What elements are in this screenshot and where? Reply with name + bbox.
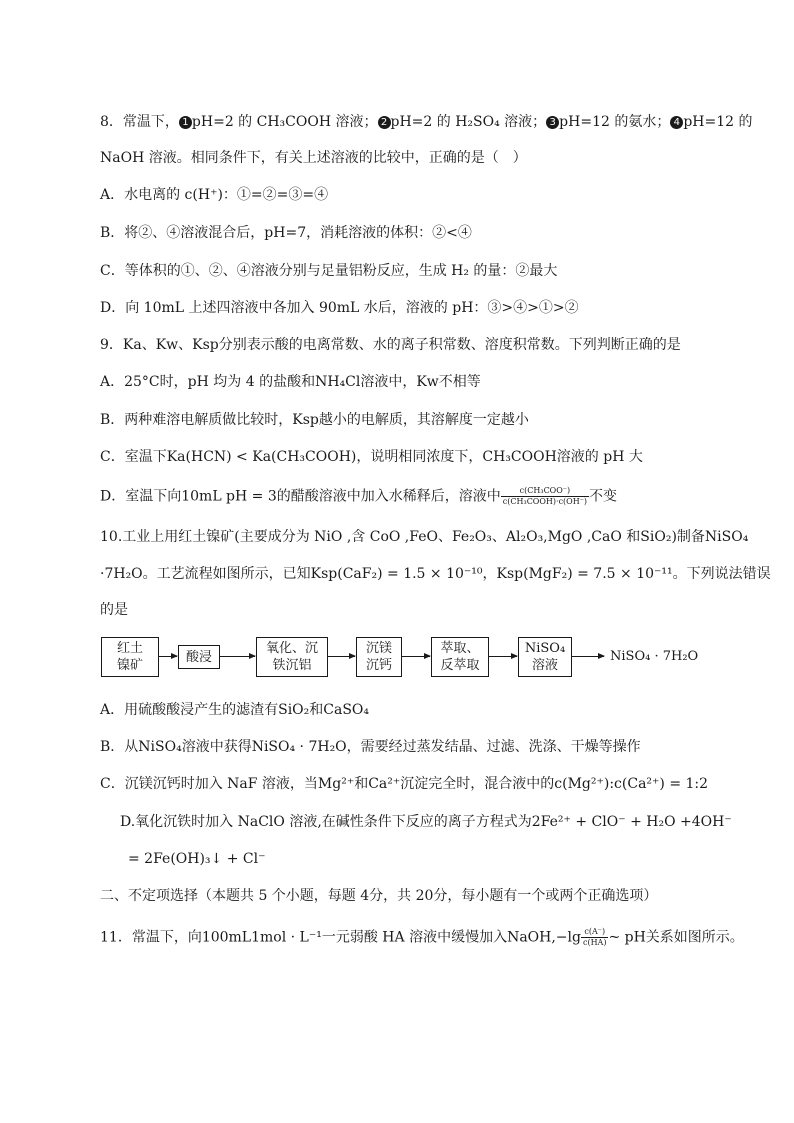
circled-number: 2 bbox=[378, 116, 391, 129]
flow-product: NiSO₄ · 7H₂O bbox=[610, 649, 699, 664]
flow-arrow bbox=[402, 656, 430, 657]
q10-option-b: B．从NiSO₄溶液中获得NiSO₄ · 7H₂O，需要经过蒸发结晶、过滤、洗涤、干燥等操作 bbox=[100, 739, 641, 755]
fraction: $\frac{c(A^-)}{c(HA)}$ bbox=[582, 927, 607, 947]
q8-option-a: A．水电离的 c(H⁺)：①=②=③=④ bbox=[100, 187, 329, 203]
q10-option-a: A．用硫酸酸浸产生的滤渣有SiO₂和CaSO₄ bbox=[100, 702, 370, 718]
flow-arrow bbox=[328, 656, 355, 657]
q10-stem-line3: 的是 bbox=[100, 602, 128, 618]
q11-stem: 11．常温下，向100mL1mol · L⁻¹一元弱酸 HA 溶液中缓慢加入NaOH,−lg $\frac{c(A^-)}{c(HA)}$ ~ pH关系如图所示。 bbox=[100, 927, 744, 947]
flow-arrow bbox=[489, 656, 517, 657]
flow-box-acid-leach: 酸浸 bbox=[178, 645, 220, 669]
flow-box-oxidize: 氧化、沉 铁沉铝 bbox=[256, 637, 328, 677]
section-heading: 二、不定项选择（本题共 5 个小题，每题 4分，共 20分，每小题有一个或两个正确选项） bbox=[100, 888, 658, 904]
q10-option-d-line1: D.氧化沉铁时加入 NaClO 溶液,在碱性条件下反应的离子方程式为2Fe²⁺ + ClO⁻ + H₂O +4OH⁻ bbox=[120, 814, 732, 830]
q9-option-b: B．两种难溶电解质做比较时，Ksp越小的电解质，其溶解度一定越小 bbox=[100, 412, 529, 428]
fraction: $\frac{\text{c(CH₃COO⁻)}}{\text{c(CH₃COOH)·c(OH⁻)}}$ bbox=[502, 486, 588, 506]
flow-arrow bbox=[220, 656, 255, 657]
q9-option-a: A．25°C时，pH 均为 4 的盐酸和NH₄Cl溶液中，Kw不相等 bbox=[100, 374, 481, 390]
q9-option-c: C．室温下Ka(HCN) < Ka(CH₃COOH)，说明相同浓度下，CH₃COOH溶液的 pH 大 bbox=[100, 449, 643, 465]
flow-arrow bbox=[159, 656, 177, 657]
q9-stem: 9．Ka、Kw、Ksp分别表示酸的电离常数、水的离子积常数、溶度积常数。下列判断正确的是 bbox=[100, 337, 681, 353]
q10-option-c: C．沉镁沉钙时加入 NaF 溶液，当Mg²⁺和Ca²⁺沉淀完全时，混合液中的c(Mg²⁺):c(Ca²⁺) = 1:2 bbox=[100, 776, 709, 792]
q8-option-c: C．等体积的①、②、④溶液分别与足量铝粉反应，生成 H₂ 的量：②最大 bbox=[100, 263, 558, 279]
q10-option-d-line2: = 2Fe(OH)₃↓ + Cl⁻ bbox=[128, 851, 266, 867]
flow-box-ore: 红土 镍矿 bbox=[101, 637, 159, 677]
q8-stem-line2: NaOH 溶液。相同条件下，有关上述溶液的比较中，正确的是（ ） bbox=[100, 150, 527, 166]
flow-box-mg-ca: 沉镁 沉钙 bbox=[356, 637, 402, 677]
q9-option-d: D．室温下向10mL pH = 3的醋酸溶液中加入水稀释后，溶液中 $\frac{\text{c(CH₃COO⁻)}}{\text{c(CH₃COOH)·c(OH⁻)}}$ 不变 bbox=[100, 486, 618, 506]
flow-box-solution: NiSO₄ 溶液 bbox=[518, 637, 572, 677]
q8-option-b: B．将②、④溶液混合后，pH=7，消耗溶液的体积：②<④ bbox=[100, 225, 472, 241]
circled-number: 1 bbox=[179, 116, 192, 129]
flow-box-extraction: 萃取、 反萃取 bbox=[431, 637, 489, 677]
circled-number: 4 bbox=[670, 116, 683, 129]
q10-stem-line1: 10.工业上用红土镍矿(主要成分为 NiO ,含 CoO ,FeO、Fe₂O₃、Al₂O₃,MgO ,CaO 和SiO₂)制备NiSO₄ bbox=[100, 529, 749, 545]
q8-stem-line1: 8．常温下， 1 pH=2 的 CH₃COOH 溶液； 2 pH=2 的 H₂SO₄ 溶液； 3 pH=12 的氨水； 4 pH=12 的 bbox=[100, 114, 753, 130]
q8-option-d: D．向 10mL 上述四溶液中各加入 90mL 水后，溶液的 pH：③>④>①>② bbox=[100, 300, 579, 316]
flow-arrow bbox=[572, 656, 604, 657]
q10-stem-line2: ·7H₂O。工艺流程如图所示，已知Ksp(CaF₂) = 1.5 × 10⁻¹⁰，Ksp(MgF₂) = 7.5 × 10⁻¹¹。下列说法错误 bbox=[100, 566, 771, 582]
circled-number: 3 bbox=[546, 116, 559, 129]
